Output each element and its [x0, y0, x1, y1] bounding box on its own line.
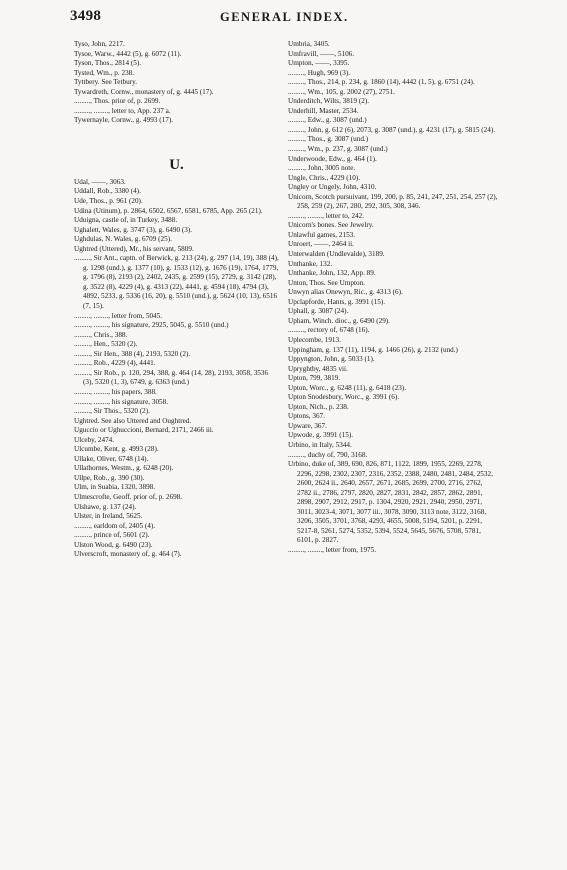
index-entry: Tyso, John, 2217.	[74, 40, 125, 48]
index-entry: Uppyngton, John, g. 5033 (1).	[288, 355, 375, 364]
index-entry: Unthanke, John, 132, App. 89.	[288, 269, 376, 278]
index-entry: ........., Wm., 105, g. 2002 (27), 2751.	[288, 87, 395, 96]
index-entry: Ullpe, Rob., g. 390 (30).	[74, 473, 145, 482]
index-entry: Uplecombe, 1913.	[288, 335, 341, 344]
index-entry: Unicorn, Scotch pursuivant, 199, 200, p. 85, 241, 247, 251, 254, 257 (2), 258, 259 (2), 267, 280, 292, 305, 308, 346.	[288, 192, 500, 211]
index-entry: ........., Rob., 4229 (4), 4441.	[74, 359, 156, 368]
index-entry: ........., Thos. prior of, p. 2699.	[74, 97, 161, 106]
index-entry: Tywernayle, Cornw., g. 4993 (17).	[74, 116, 174, 125]
index-entry: Tyttbery. See Tetbury.	[74, 78, 137, 87]
index-entry: ........., Thos., g. 3087 (und.)	[288, 135, 369, 144]
index-entry: Tysted, Wm., p. 238.	[74, 68, 135, 77]
index-entry: ........., Sir Ant., captn. of Berwick, g. 213 (24), g. 297 (14, 19), 388 (4), g. 1298 (und.), g. 1377 (10), g. 1533 (12), g. 1676 (19), 1764, 1779, g. 1796 (8), 2193 (2), 2402, 2435, g. 2599 (15), 2729, g. 3142 (28), g. 3522 (8), 4229 (4), g. 4313 (22), 4441, g. 4594 (18), 4794 (3), 4892, 5233, g. 5336 (16, 20), g. 5510 (und.), g. 5624 (10, 13), 6516 (7, 15).	[74, 254, 281, 311]
index-column-right	[288, 40, 498, 556]
index-entry: Ungle, Chris., 4229 (10).	[288, 173, 361, 182]
index-entry: ........., ........, letter to, 242.	[288, 211, 365, 220]
page-header	[70, 8, 510, 28]
index-entry: Ulster, in Ireland, 5625.	[74, 512, 143, 521]
index-entry: Ughtred. See also Uttered and Oughtred.	[74, 416, 192, 425]
index-entry: Uppingham, g. 137 (11), 1194, g. 1466 (26), g. 2132 (und.)	[288, 345, 458, 354]
index-entry: ........., prince of, 5601 (2).	[74, 531, 150, 540]
index-entry: Ude, Thos., p. 961 (20).	[74, 197, 143, 206]
index-entry: Unton, Thos. See Umpton.	[288, 278, 365, 287]
index-entry: Umbria, 3405.	[288, 40, 330, 48]
index-entry: Uduigna, castle of, in Turkey, 3488.	[74, 216, 178, 225]
index-entry: Unthanke, 132.	[288, 259, 333, 268]
section-heading: U.	[169, 156, 184, 173]
index-entry: ........., John, g. 612 (6), 2073, g. 3087 (und.), g. 4231 (17), g. 5815 (24).	[288, 125, 496, 134]
index-entry: Upryghtby, 4835 vii.	[288, 364, 348, 373]
index-entry: Unicorn's bones. See Jewelry.	[288, 221, 374, 230]
index-entry: Underwoode, Edw., g. 464 (1).	[288, 154, 377, 163]
index-entry: Upclapforde, Hants, g. 3991 (15).	[288, 297, 386, 306]
index-entry: Ulmescrofte, Geoff. prior of, p. 2698.	[74, 492, 183, 501]
index-entry: Unterwalden (Undlevalde), 3189.	[288, 250, 385, 259]
index-entry: Unwyn alias Onewyn, Ric., g. 4313 (6).	[288, 288, 403, 297]
index-entry: Ulceby, 2474.	[74, 435, 115, 444]
index-entry: ........., ........, his signature, 3058.	[74, 397, 169, 406]
index-entry: ........., Hugh, 969 (3).	[288, 68, 351, 77]
index-entry: Ungley or Ungely, John, 4310.	[288, 183, 377, 192]
index-entry: ........., John, 3005 note.	[288, 164, 356, 173]
index-entry: ........., Edw., g. 3087 (und.)	[288, 116, 367, 125]
index-entry: ........., ........, letter to, App. 237 a.	[74, 106, 171, 115]
index-entry: Upware, 367.	[288, 421, 327, 430]
index-entry: ........., duchy of, 790, 3168.	[288, 450, 368, 459]
index-entry: Ughdulas, N. Wales, g. 6709 (25).	[74, 235, 172, 244]
index-entry: Upton, Worc., g. 6248 (11), g. 6418 (23).	[288, 383, 406, 392]
index-entry: Uphall, g. 3087 (24).	[288, 307, 349, 316]
index-entry: ........., ........, letter from, 5045.	[74, 311, 163, 320]
index-entry: Ughalett, Wales, g. 3747 (3), g. 6490 (3).	[74, 225, 193, 234]
index-entry: ........., Wm., p. 237, g. 3087 (und.)	[288, 145, 388, 154]
index-entry: ........., ........, his signature, 2925, 5045, g. 5510 (und.)	[74, 321, 229, 330]
index-entry: ........., Sir Thos., 5320 (2).	[74, 407, 150, 416]
index-entry: Ulston Wood, g. 6490 (23).	[74, 540, 153, 549]
index-entry: ........., Chris., 388.	[74, 330, 128, 339]
index-entry: Uguccio or Ughuccioni, Bernard, 2171, 2466 iii.	[74, 426, 214, 435]
index-entry: Ullathornes, Westm., g. 6248 (20).	[74, 464, 174, 473]
index-entry: Umfravill, ——, 5106.	[288, 49, 355, 58]
index-entry: Urbino, duke of, 389, 690, 826, 871, 1122, 1899, 1955, 2269, 2278, 2296, 2298, 2302, 2307, 2316, 2352, 2388, 2480, 2481, 2484, 2532, 2600, 2624 ii., 2640, 2657, 2671, 2685, 2699, 2700, 2716, 2762, 2782 ii., 2786, 2797, 2820, 2827, 2831, 2842, 2857, 2862, 2891, 2898, 2907, 2912, 2917, p. 1304, 2920, 2921, 2940, 2950, 2971, 3011, 3023-4, 3071, 3077 iii., 3078, 3090, 3113 note, 3122, 3168, 3206, 3505, 3701, 3768, 4293, 4655, 5008, 5194, 5201, p. 2291, 5217-8, 5261, 5274, 5352, 5394, 5524, 5645, 5676, 5708, 5781, 6101, p. 2827.	[288, 460, 495, 545]
index-entry: Unlawful games, 2153.	[288, 230, 356, 239]
index-entry: Ulverscroft, monastery of, g. 464 (7).	[74, 550, 182, 559]
index-entry: Ulshawe, g. 137 (24).	[74, 502, 137, 511]
index-entry: Ullake, Oliver, 6748 (14).	[74, 454, 149, 463]
index-entry: Udina (Utinum), p. 2864, 6502, 6567, 6581, 6785, App. 265 (21).	[74, 206, 263, 215]
index-entry: Upwode, g. 3991 (15).	[288, 431, 354, 440]
index-entry: Upton, Nich., p. 238.	[288, 402, 349, 411]
index-entry: Tyson, Thos., 2814 (5).	[74, 59, 142, 68]
index-entry: Umpton, ——, 3395.	[288, 59, 350, 68]
index-entry: ........., ........, his papers, 388.	[74, 387, 157, 396]
index-entry: Tywardreth, Cornw., monastery of, g. 4445 (17).	[74, 87, 214, 96]
running-title: GENERAL INDEX.	[220, 10, 349, 24]
index-entry: Underhill, Master, 2534.	[288, 106, 359, 115]
index-entry: Ulcumbe, Kent, g. 4993 (28).	[74, 445, 159, 454]
index-entry: Underditch, Wilts, 3819 (2).	[288, 97, 370, 106]
index-entry: ........., Hen., 5320 (2).	[74, 340, 138, 349]
section-gap	[74, 126, 279, 152]
index-entry: ........., Thos., 214, p. 234, g. 1860 (14), 4442 (1, 5), g. 6751 (24).	[288, 78, 475, 87]
index-entry: ........., ........, letter from, 1975.	[288, 545, 377, 554]
index-entry: Tysoe, Warw., 4442 (5), g. 6072 (11).	[74, 49, 182, 58]
index-entry: ........., Sir Rob., p. 120, 294, 388, g. 464 (14, 28), 2193, 3058, 3536 (3), 5320 (1, 3), 6749, g. 6363 (und.)	[74, 368, 270, 387]
index-entry: ........., rectory of, 6748 (16).	[288, 326, 370, 335]
index-entry: Urbino, in Italy, 5344.	[288, 440, 352, 449]
index-entry: Uptons, 367.	[288, 412, 325, 421]
index-entry: Upton Snodesbury, Worc., g. 3991 (6).	[288, 393, 400, 402]
index-entry: Ulm, in Suabia, 1320, 3898.	[74, 483, 156, 492]
index-entry: Upham, Winch. dioc., g. 6490 (29).	[288, 316, 390, 325]
index-entry: Upton, 799, 3819.	[288, 374, 341, 383]
index-entry: Unroert, ——, 2464 ii.	[288, 240, 354, 249]
index-entry: Udal, ——, 3063.	[74, 177, 126, 186]
index-entry: ........., earldom of, 2405 (4).	[74, 521, 156, 530]
index-column-left	[74, 40, 279, 560]
index-entry: Ughtred (Uttered), Mr., his servant, 5809.	[74, 244, 194, 253]
index-entry: ........., Sir Hen., 388 (4), 2193, 5320 (2).	[74, 349, 191, 358]
page-number: 3498	[70, 8, 102, 24]
index-entry: Uddall, Rob., 3380 (4).	[74, 187, 141, 196]
